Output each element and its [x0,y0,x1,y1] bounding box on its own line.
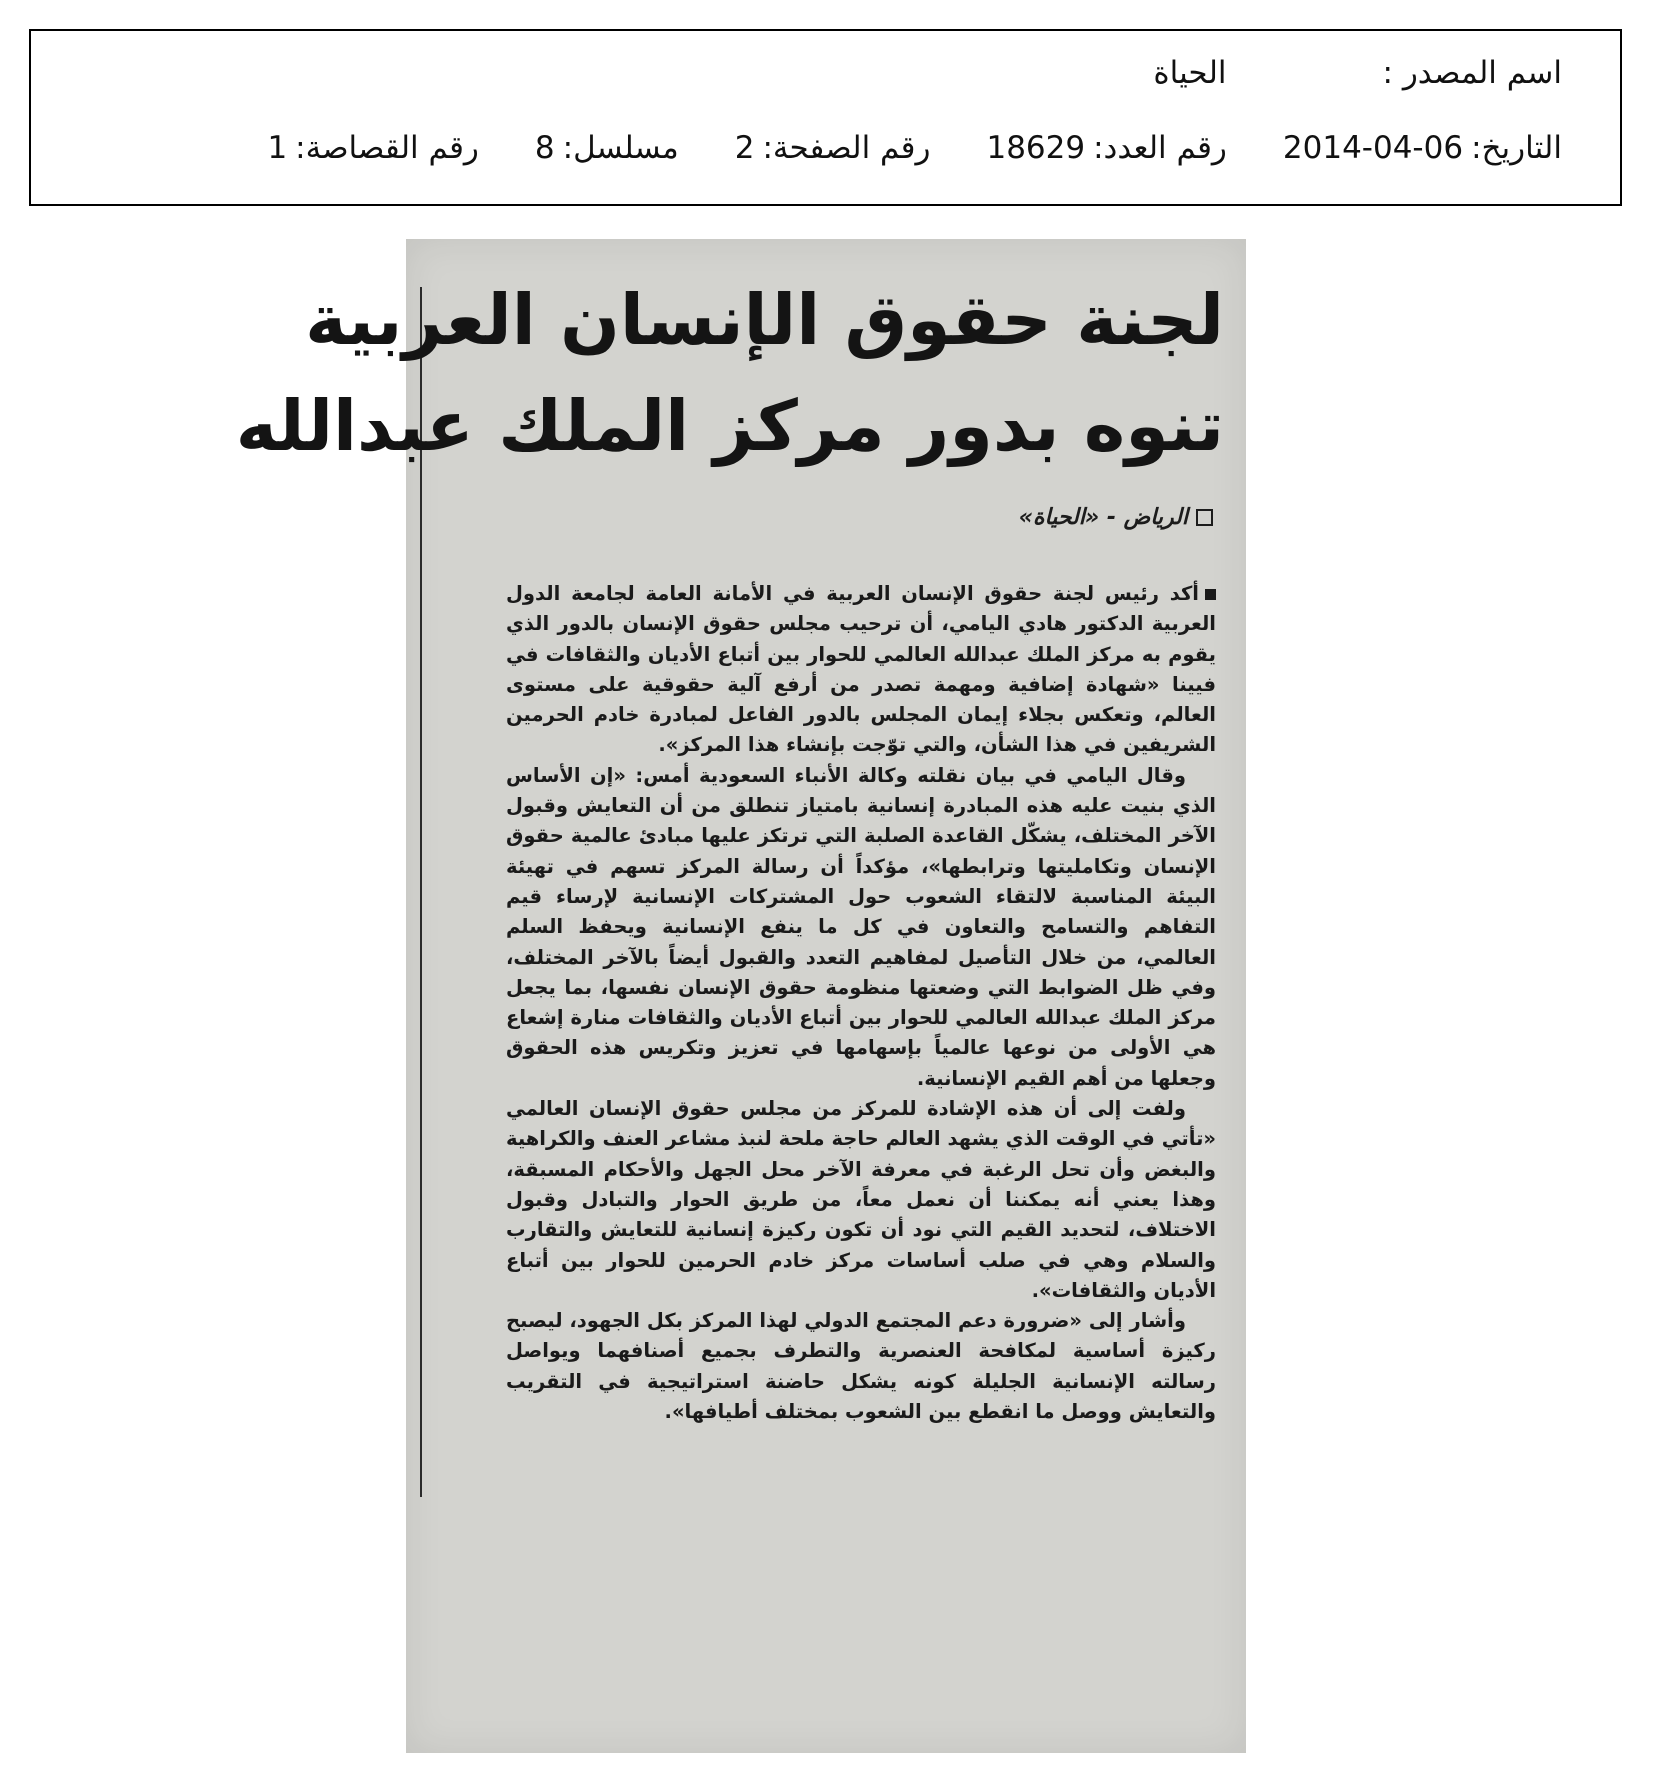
byline-text: الرياض - «الحياة» [1018,505,1188,530]
headline-line-1: لجنة حقوق الإنسان العربية [305,279,1224,361]
square-outline-icon [1196,509,1213,526]
article-headline [235,267,1224,479]
page-field [735,128,931,168]
date-label: التاريخ: [1471,130,1562,166]
source-field [1153,53,1562,93]
source-row [1153,53,1562,93]
article-byline [1019,505,1213,530]
date-value: 2014-04-06 [1282,130,1464,166]
paragraph-text: أكد رئيس لجنة حقوق الإنسان العربية في الأمانة العامة لجامعة الدول العربية الدكتور هادي اليامي، أن ترحيب مجلس حقوق الإنسان بالدور الذي يقوم به مركز الملك عبدالله العالمي للحوار بين أتباع الأديان والثقافات في فيينا «شهادة إضافية ومهمة تصدر من أرفع آلية حقوقية على مستوى العالم، وتعكس بجلاء إيمان المجلس بالدور الفاعل لمبادرة خادم الحرمين الشريفين في هذا الشأن، والتي توّجت بإنشاء هذا المركز». [506,582,1216,757]
source-label: اسم المصدر : [1382,55,1562,91]
headline-line-2: تنوه بدور مركز الملك عبدالله [235,385,1224,467]
article-body [506,579,1216,1427]
clip-number-value: 1 [267,130,288,166]
clip-number-label: رقم القصاصة: [295,130,479,166]
details-row [267,128,1562,168]
serial-label: مسلسل: [562,130,679,166]
article-paragraph: ولفت إلى أن هذه الإشادة للمركز من مجلس حقوق الإنسان العالمي «تأتي في الوقت الذي يشهد العالم حاجة ملحة لنبذ مشاعر العنف والكراهية والبغض وأن تحل الرغبة في معرفة الآخر محل الجهل والأحكام المسبقة، وهذا يعني أنه يمكننا أن نعمل معاً، من طريق الحوار والتبادل وقبول الاختلاف، لتحديد القيم التي نود أن تكون ركيزة إنسانية للتعايش والتقارب والسلام وهي في صلب أساسات مركز خادم الحرمين للحوار بين أتباع الأديان والثقافات». [506,1097,1216,1302]
issue-label: رقم العدد: [1093,130,1227,166]
article-paragraph [506,579,1216,761]
article-paragraph: وأشار إلى «ضرورة دعم المجتمع الدولي لهذا المركز بكل الجهود، ليصبح ركيزة أساسية لمكافحة العنصرية والتطرف بجميع أصنافهما ويواصل رسالته الإنسانية الجليلة كونه يشكل حاضنة استراتيجية في التقريب والتعايش ووصل ما انقطع بين الشعوب بمختلف أطيافها». [506,1309,1216,1424]
serial-field [535,128,679,168]
newspaper-clipping [235,239,1246,1753]
date-field [1283,128,1562,168]
source-value: الحياة [1153,55,1227,91]
page-value: 2 [734,130,755,166]
serial-value: 8 [534,130,555,166]
clipping-metadata-box [29,29,1622,206]
issue-field [986,128,1226,168]
page-label: رقم الصفحة: [762,130,931,166]
issue-value: 18629 [986,130,1086,166]
square-bullet-icon [1205,589,1216,600]
article-paragraph: وقال اليامي في بيان نقلته وكالة الأنباء السعودية أمس: «إن الأساس الذي بنيت عليه هذه المبادرة إنسانية بامتياز تنطلق من أن التعايش وقبول الآخر المختلف، يشكّل القاعدة الصلبة التي ترتكز عليها مبادئ عالمية حقوق الإنسان وتكامليتها وترابطها»، مؤكداً أن رسالة المركز تسهم في تهيئة البيئة المناسبة لالتقاء الشعوب حول المشتركات الإنسانية لإرساء قيم التفاهم والتسامح والتعاون في كل ما ينفع الإنسانية ويحفظ السلم العالمي، من خلال التأصيل لمفاهيم التعدد والقبول أيضاً بالآخر المختلف، وفي ظل الضوابط التي وضعتها منظومة حقوق الإنسان نفسها، بما يجعل مركز الملك عبدالله العالمي للحوار بين أتباع الأديان والثقافات منارة إشعاع هي الأولى من نوعها عالمياً بإسهامها في تعزيز وتكريس هذه الحقوق وجعلها من أهم القيم الإنسانية. [506,763,1216,1090]
clip-number-field [267,128,478,168]
